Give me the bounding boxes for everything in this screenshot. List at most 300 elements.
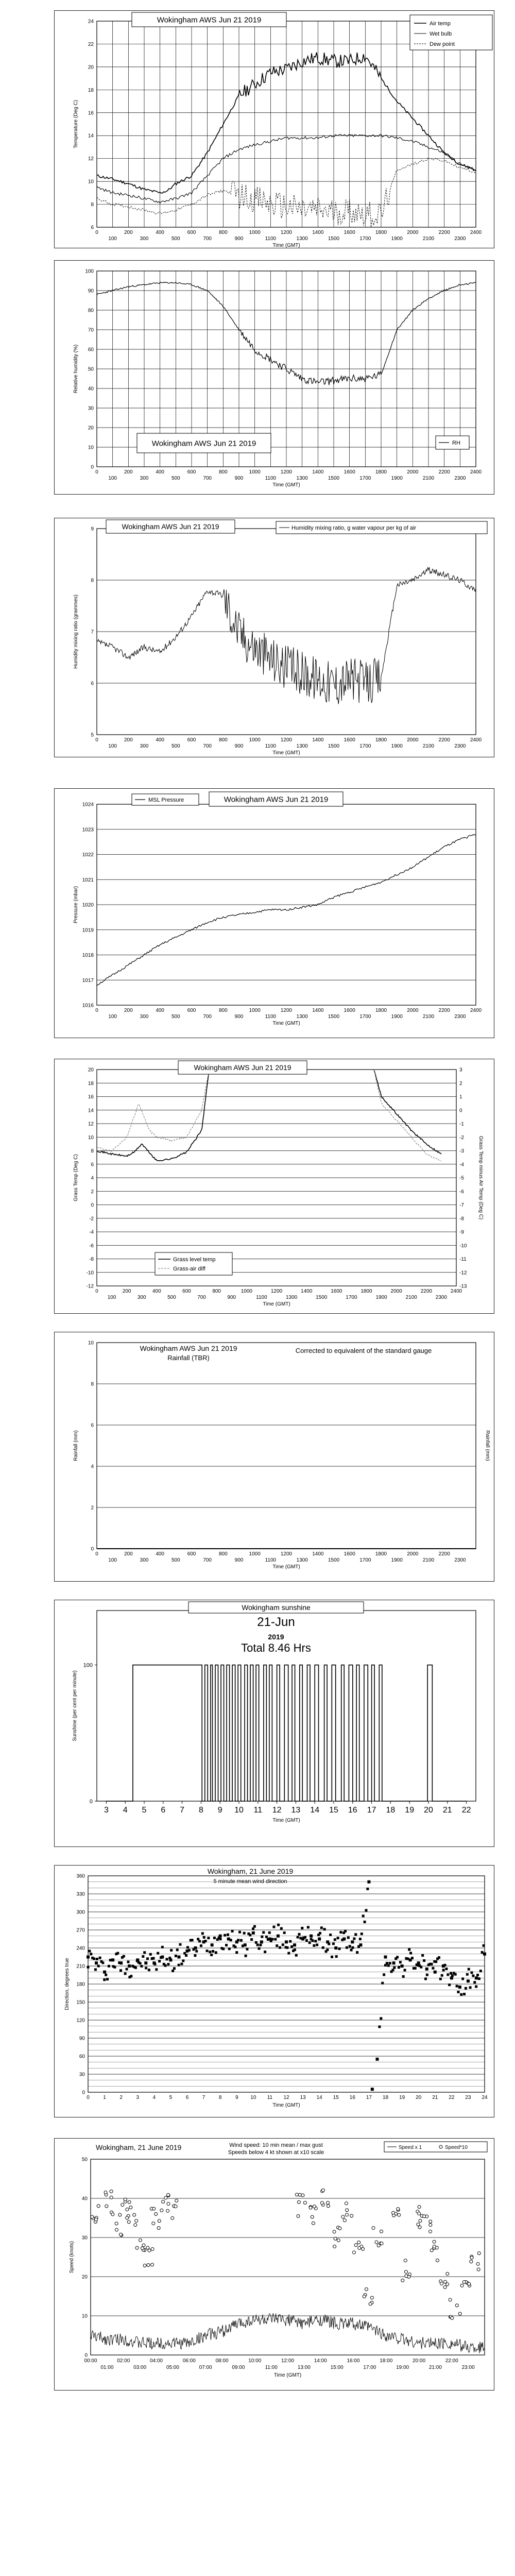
direction-point xyxy=(479,1970,482,1972)
x-tick-label: 19 xyxy=(399,2095,405,2100)
x-tick-label: 700 xyxy=(203,476,212,481)
x-tick-label: 2000 xyxy=(407,230,419,235)
x-tick-label: 1100 xyxy=(265,743,277,749)
speed10-point xyxy=(470,2256,473,2259)
x-tick-label: 1400 xyxy=(301,1289,313,1294)
direction-point xyxy=(406,1958,409,1960)
direction-point xyxy=(282,1943,284,1946)
x-tick-label: 1100 xyxy=(256,1295,267,1300)
direction-point xyxy=(230,1939,232,1941)
x-tick-label: 900 xyxy=(227,1295,236,1300)
direction-point xyxy=(245,1955,247,1957)
speed10-point xyxy=(346,2209,349,2212)
y-tick-label: 20 xyxy=(88,425,94,431)
x-tick-label: 700 xyxy=(197,1295,206,1300)
speed10-point xyxy=(451,2316,454,2319)
direction-point xyxy=(170,1949,173,1952)
y-axis-label: Grass Temp (Deg C) xyxy=(73,1154,79,1201)
speed10-point xyxy=(338,2227,341,2230)
x-tick-label: 2100 xyxy=(422,1014,435,1020)
direction-point xyxy=(293,1943,296,1946)
x-tick-label: 1900 xyxy=(375,1295,387,1300)
x-tick-label: 300 xyxy=(137,1295,146,1300)
speed10-point xyxy=(143,2264,146,2267)
x-axis-label: Time (GMT) xyxy=(263,1301,290,1307)
direction-point xyxy=(130,1975,132,1977)
speed10-point xyxy=(372,2226,375,2229)
x-tick-label: 2200 xyxy=(438,230,450,235)
x-tick-label: 1400 xyxy=(312,469,324,475)
direction-point xyxy=(225,1944,228,1946)
direction-point xyxy=(295,1954,298,1957)
direction-point xyxy=(322,1946,324,1949)
direction-point xyxy=(334,1946,337,1950)
direction-point xyxy=(323,1928,326,1930)
speed10-point xyxy=(128,2200,131,2204)
direction-point xyxy=(177,1956,180,1959)
series-line-mixing-ratio xyxy=(97,567,476,704)
x-tick-label: 2400 xyxy=(470,737,482,743)
x-tick-label: 300 xyxy=(140,236,149,242)
x-tick-label: 2100 xyxy=(422,236,435,242)
direction-point xyxy=(108,1965,110,1968)
x-tick-label: 11:00 xyxy=(265,2365,278,2370)
speed10-point xyxy=(135,2219,138,2223)
direction-point xyxy=(198,1940,201,1942)
x-tick-label: 900 xyxy=(234,476,244,481)
direction-point xyxy=(250,1938,253,1941)
direction-point xyxy=(173,1967,176,1970)
y-tick-label: 12 xyxy=(88,156,94,162)
speed10-point xyxy=(392,2211,395,2214)
direction-point xyxy=(399,1961,402,1963)
speed10-point xyxy=(433,2245,436,2248)
y-tick-label: 90 xyxy=(88,288,94,294)
legend-swatch xyxy=(439,2145,442,2148)
speed10-point xyxy=(146,2246,149,2249)
x-tick-label: 8 xyxy=(218,2095,222,2100)
y-axis-label: Relative humidity (%) xyxy=(73,344,79,394)
direction-point xyxy=(384,1956,387,1959)
y-tick-label: 40 xyxy=(81,2196,88,2202)
speed10-point xyxy=(401,2279,404,2282)
direction-point xyxy=(454,1973,457,1976)
y-tick-label: 1022 xyxy=(82,852,94,858)
x-tick-label: 1700 xyxy=(359,476,371,481)
direction-point xyxy=(404,1969,406,1971)
direction-point xyxy=(316,1943,318,1946)
x-tick-label: 01:00 xyxy=(100,2365,114,2370)
x-tick-label: 1200 xyxy=(270,1289,283,1294)
x-tick-label: 4 xyxy=(123,1806,128,1815)
y-axis-label: Pressure (mbar) xyxy=(73,886,79,924)
x-tick-label: 19:00 xyxy=(396,2365,409,2370)
direction-point xyxy=(219,1938,221,1940)
rainfall-chart xyxy=(55,1332,494,1581)
x-tick-label: 600 xyxy=(187,1008,196,1013)
speed10-point xyxy=(350,2214,353,2217)
x-tick-label: 02:00 xyxy=(117,2358,130,2364)
chart-title: Wokingham sunshine xyxy=(242,1603,311,1612)
y-tick-label: 24 xyxy=(88,19,94,25)
speed10-point xyxy=(158,2219,161,2223)
x-tick-label: 1900 xyxy=(391,1557,403,1563)
direction-point xyxy=(277,1935,280,1938)
direction-point xyxy=(276,1944,278,1947)
speed10-point xyxy=(160,2209,163,2212)
direction-point xyxy=(367,1880,370,1884)
direction-point xyxy=(191,1939,194,1941)
x-tick-label: 0 xyxy=(95,737,98,743)
chart-total: Total 8.46 Hrs xyxy=(241,1641,311,1654)
direction-point xyxy=(366,1888,369,1890)
direction-point xyxy=(456,1985,458,1987)
x-tick-label: 1000 xyxy=(249,230,261,235)
direction-point xyxy=(207,1937,210,1939)
direction-point xyxy=(286,1946,288,1949)
speed10-point xyxy=(460,2284,464,2287)
y2-tick-label: -10 xyxy=(459,1243,467,1249)
x-tick-label: 18 xyxy=(382,2095,389,2100)
x-tick-label: 2000 xyxy=(407,1551,419,1557)
direction-point xyxy=(204,1940,207,1942)
x-tick-label: 1100 xyxy=(265,1014,277,1020)
x-tick-label: 1600 xyxy=(331,1289,342,1294)
x-tick-label: 1300 xyxy=(296,476,308,481)
direction-point xyxy=(307,1926,310,1928)
y-tick-label: 10 xyxy=(88,179,94,185)
direction-point xyxy=(252,1927,254,1930)
direction-point xyxy=(299,1937,302,1939)
wind-direction-chart-panel xyxy=(54,1865,494,2117)
direction-point xyxy=(195,1950,198,1953)
x-tick-label: 400 xyxy=(156,469,165,475)
speed10-point xyxy=(353,2251,356,2254)
x-tick-label: 1600 xyxy=(344,1551,355,1557)
direction-point xyxy=(285,1940,288,1943)
x-tick-label: 500 xyxy=(171,236,180,242)
y-tick-label: -4 xyxy=(89,1229,94,1235)
x-tick-label: 800 xyxy=(218,1008,228,1013)
direction-point xyxy=(387,1964,390,1967)
y-tick-label: 100 xyxy=(85,268,94,275)
direction-point xyxy=(249,1934,251,1936)
x-tick-label: 1000 xyxy=(249,737,261,743)
x-tick-label: 1700 xyxy=(359,1014,371,1020)
y-tick-label: 30 xyxy=(88,405,94,412)
direction-point xyxy=(305,1939,308,1942)
x-tick-label: 2200 xyxy=(438,469,450,475)
x-tick-label: 2100 xyxy=(405,1295,417,1300)
x-tick-label: 700 xyxy=(203,236,212,242)
direction-point xyxy=(99,1957,101,1959)
x-tick-label: 21 xyxy=(432,2095,438,2100)
direction-point xyxy=(423,1959,425,1962)
speed10-point xyxy=(341,2215,345,2218)
legend-label: Speed*10 xyxy=(445,2145,468,2150)
direction-point xyxy=(126,1968,128,1971)
x-tick-label: 6 xyxy=(161,1806,166,1815)
speed10-point xyxy=(446,2272,449,2275)
speed10-point xyxy=(157,2226,160,2229)
x-tick-label: 9 xyxy=(235,2095,238,2100)
x-tick-label: 20:00 xyxy=(412,2358,426,2364)
direction-point xyxy=(338,1947,340,1950)
speed10-point xyxy=(110,2196,113,2199)
direction-point xyxy=(256,1944,259,1946)
speed10-point xyxy=(297,2200,300,2204)
y-tick-label: 120 xyxy=(76,2018,85,2024)
speed10-point xyxy=(147,2264,150,2267)
x-tick-label: 13 xyxy=(300,2095,306,2100)
x-tick-label: 2000 xyxy=(407,737,419,743)
speed10-point xyxy=(135,2246,139,2249)
speed10-point xyxy=(313,2205,316,2208)
speed10-point xyxy=(363,2295,366,2298)
direction-point xyxy=(253,1925,256,1928)
y-tick-label: 0 xyxy=(89,1799,93,1805)
x-tick-label: 15:00 xyxy=(330,2365,344,2370)
y-tick-label: 16 xyxy=(88,1094,94,1100)
direction-point xyxy=(167,1963,169,1965)
temperature-chart-panel xyxy=(54,10,494,248)
direction-point xyxy=(146,1957,149,1960)
y-tick-label: 240 xyxy=(76,1945,85,1952)
x-tick-label: 2300 xyxy=(435,1295,448,1300)
direction-point xyxy=(206,1950,209,1952)
direction-point xyxy=(243,1932,246,1935)
speed10-point xyxy=(404,2259,407,2262)
direction-point xyxy=(103,1971,106,1974)
speed10-point xyxy=(458,2312,461,2315)
x-tick-label: 22:00 xyxy=(445,2358,458,2364)
x-tick-label: 5 xyxy=(169,2095,173,2100)
y2-tick-label: -6 xyxy=(459,1189,464,1195)
y-tick-label: 1019 xyxy=(82,927,94,934)
x-tick-label: 18:00 xyxy=(380,2358,393,2364)
x-tick-label: 800 xyxy=(218,469,228,475)
x-tick-label: 1300 xyxy=(285,1295,298,1300)
y2-tick-label: -13 xyxy=(459,1283,467,1290)
direction-point xyxy=(222,1947,225,1950)
x-tick-label: 2200 xyxy=(420,1289,432,1294)
x-tick-label: 2400 xyxy=(470,1008,482,1013)
x-tick-label: 0 xyxy=(95,1551,98,1557)
x-tick-label: 2300 xyxy=(454,1557,466,1563)
direction-point xyxy=(211,1943,214,1946)
x-tick-label: 300 xyxy=(140,743,149,749)
x-tick-label: 16 xyxy=(349,2095,355,2100)
direction-point xyxy=(421,1954,424,1957)
direction-point xyxy=(87,1966,90,1969)
x-tick-label: 1200 xyxy=(280,1008,293,1013)
direction-point xyxy=(134,1967,137,1969)
direction-point xyxy=(329,1934,332,1936)
direction-point xyxy=(350,1948,353,1951)
direction-point xyxy=(346,1946,348,1949)
y2-axis-label: Rainfall (mm) xyxy=(485,1430,490,1461)
x-tick-label: 8 xyxy=(198,1806,203,1815)
direction-point xyxy=(432,1967,434,1970)
direction-point xyxy=(240,1939,243,1942)
x-tick-label: 05:00 xyxy=(166,2365,179,2370)
y-tick-label: 6 xyxy=(91,1422,94,1429)
speed10-point xyxy=(358,2246,361,2249)
x-tick-label: 1700 xyxy=(359,743,371,749)
x-tick-label: 100 xyxy=(108,743,117,749)
speed10-point xyxy=(365,2287,368,2291)
speed10-point xyxy=(418,2212,421,2215)
legend-label: RH xyxy=(452,440,460,446)
speed10-point xyxy=(154,2212,158,2215)
direction-point xyxy=(262,1931,265,1934)
x-tick-label: 800 xyxy=(218,737,228,743)
x-tick-label: 500 xyxy=(171,476,180,481)
x-tick-label: 04:00 xyxy=(149,2358,163,2364)
y-axis-label: Speed (knots) xyxy=(69,2241,75,2274)
y-tick-label: 90 xyxy=(79,2036,85,2042)
x-tick-label: 22 xyxy=(449,2095,455,2100)
x-tick-label: 900 xyxy=(234,236,244,242)
direction-point xyxy=(335,1955,338,1958)
y-tick-label: 8 xyxy=(91,202,94,208)
wind-direction-chart xyxy=(55,1866,494,2117)
direction-point xyxy=(231,1930,234,1933)
x-axis-label: Time (GMT) xyxy=(272,750,300,756)
direction-point xyxy=(461,1977,464,1980)
speed10-point xyxy=(417,2223,420,2226)
direction-point xyxy=(319,1932,321,1935)
y-tick-label: 150 xyxy=(76,1999,85,2006)
x-tick-label: 1000 xyxy=(241,1289,252,1294)
direction-point xyxy=(304,1936,306,1939)
chart-subtitle: Wind speed: 10 min mean / max gust xyxy=(229,2142,323,2148)
direction-point xyxy=(140,1965,143,1968)
speed10-point xyxy=(151,2263,154,2266)
x-tick-label: 1000 xyxy=(249,1008,261,1013)
y-tick-label: 2 xyxy=(91,1505,94,1511)
direction-point xyxy=(448,1984,451,1986)
direction-point xyxy=(180,1962,183,1965)
x-tick-label: 21:00 xyxy=(428,2365,442,2370)
x-tick-label: 1200 xyxy=(280,1551,293,1557)
speed10-point xyxy=(362,2247,365,2250)
x-tick-label: 300 xyxy=(140,476,149,481)
plot-frame xyxy=(97,1611,476,1801)
direction-point xyxy=(213,1937,216,1939)
speed10-point xyxy=(97,2205,100,2208)
speed10-point xyxy=(397,2208,400,2211)
chart-title: Wokingham AWS Jun 21 2019 xyxy=(140,1344,237,1352)
mixing-ratio-chart-panel xyxy=(54,518,494,757)
direction-point xyxy=(310,1935,313,1938)
speed10-point xyxy=(295,2193,298,2196)
direction-point xyxy=(457,1991,459,1993)
speed10-point xyxy=(298,2193,301,2196)
direction-point xyxy=(175,1955,177,1957)
x-tick-label: 800 xyxy=(218,230,228,235)
y-tick-label: 50 xyxy=(88,366,94,372)
x-tick-label: 2 xyxy=(119,2095,123,2100)
x-tick-label: 600 xyxy=(187,737,196,743)
x-tick-label: 400 xyxy=(156,1551,165,1557)
direction-point xyxy=(411,1957,414,1959)
speed10-point xyxy=(429,2220,432,2223)
direction-point xyxy=(237,1939,239,1941)
direction-point xyxy=(364,1921,366,1923)
series-line-speed-x1 xyxy=(91,2313,485,2353)
x-tick-label: 2300 xyxy=(454,476,466,481)
direction-point xyxy=(209,1951,211,1953)
y-tick-label: -6 xyxy=(89,1243,94,1249)
direction-point xyxy=(473,1981,476,1984)
speed10-point xyxy=(167,2193,170,2196)
x-tick-label: 7 xyxy=(202,2095,205,2100)
pressure-chart-panel xyxy=(54,788,494,1038)
direction-point xyxy=(227,1934,229,1936)
x-tick-label: 200 xyxy=(124,469,133,475)
speed10-point xyxy=(126,2208,129,2211)
x-tick-label: 600 xyxy=(187,230,196,235)
y2-tick-label: -5 xyxy=(459,1175,464,1181)
direction-point xyxy=(360,1933,363,1935)
direction-point xyxy=(470,1971,473,1974)
x-tick-label: 200 xyxy=(124,1008,133,1013)
x-tick-label: 00:00 xyxy=(84,2358,97,2364)
legend-label: Wet bulb xyxy=(430,31,452,37)
x-tick-label: 20 xyxy=(416,2095,422,2100)
x-tick-label: 12 xyxy=(272,1806,282,1815)
y2-tick-label: 0 xyxy=(459,1108,462,1114)
x-tick-label: 400 xyxy=(156,1008,165,1013)
y-axis-label: Direction, degrees true xyxy=(64,1958,70,2010)
x-tick-label: 1900 xyxy=(391,236,403,242)
direction-point xyxy=(179,1943,182,1946)
x-tick-label: 500 xyxy=(171,1557,180,1563)
speed10-point xyxy=(418,2206,421,2209)
direction-point xyxy=(354,1933,357,1936)
x-tick-label: 2200 xyxy=(438,1008,450,1013)
y-tick-label: 6 xyxy=(91,1162,94,1168)
direction-point xyxy=(127,1961,129,1963)
speed10-point xyxy=(398,2213,401,2216)
direction-point xyxy=(160,1956,162,1959)
speed10-point xyxy=(166,2209,169,2212)
legend-label: Humidity mixing ratio, g water vapour per kg of air xyxy=(291,525,417,531)
direction-point xyxy=(425,1968,428,1971)
direction-point xyxy=(255,1941,258,1944)
y-tick-label: 10 xyxy=(88,445,94,451)
direction-point xyxy=(328,1943,330,1945)
x-axis-label: Time (GMT) xyxy=(272,1818,300,1823)
speed10-point xyxy=(133,2213,136,2216)
speed10-point xyxy=(164,2196,167,2199)
x-tick-label: 1600 xyxy=(344,230,355,235)
x-tick-label: 200 xyxy=(122,1289,131,1294)
direction-point xyxy=(93,1957,95,1960)
direction-point xyxy=(152,1957,155,1959)
y2-tick-label: -9 xyxy=(459,1229,464,1235)
direction-point xyxy=(194,1954,196,1957)
y-tick-label: 20 xyxy=(81,2274,88,2280)
y-tick-label: 1016 xyxy=(82,1003,94,1009)
x-tick-label: 2400 xyxy=(470,230,482,235)
chart-subtitle: 5 minute mean wind direction xyxy=(213,1878,287,1885)
x-tick-label: 12 xyxy=(283,2095,289,2100)
sunshine-chart-panel xyxy=(54,1600,494,1847)
speed10-point xyxy=(121,2204,124,2207)
y-tick-label: 20 xyxy=(88,1067,94,1073)
